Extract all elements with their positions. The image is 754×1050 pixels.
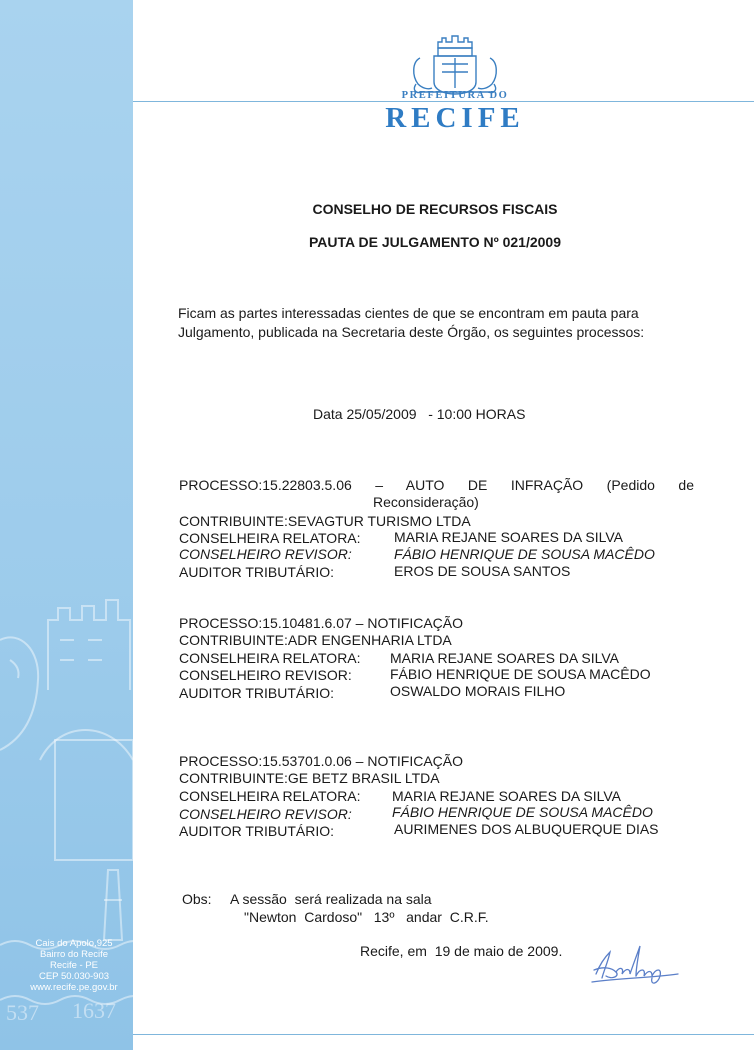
process-3-auditor-label: AUDITOR TRIBUTÁRIO: [179,823,335,839]
process-3-contribuinte: CONTRIBUINTE:GE BETZ BRASIL LTDA [179,770,440,786]
process-3-relatora: MARIA REJANE SOARES DA SILVA [392,788,621,804]
process-3-number: PROCESSO:15.53701.0.06 – NOTIFICAÇÃO [179,753,464,769]
logo-title: RECIFE [385,102,525,134]
process-2-number: PROCESSO:15.10481.6.07 – NOTIFICAÇÃO [179,615,464,631]
process-2-revisor: FÁBIO HENRIQUE DE SOUSA MACÊDO [390,666,651,682]
process-1-relatora: MARIA REJANE SOARES DA SILVA [394,529,623,545]
document-title: CONSELHO DE RECURSOS FISCAIS [312,201,558,217]
obs-line-1: A sessão será realizada na sala [230,891,432,907]
address-line: www.recife.pe.gov.br [30,982,118,993]
process-2-auditor-label: AUDITOR TRIBUTÁRIO: [179,685,335,701]
address-line: Cais do Apolo,925 [35,938,113,949]
city-watermark [0,0,133,1050]
footer-divider [133,1034,754,1035]
process-3-relatora-label: CONSELHEIRA RELATORA: [179,788,361,804]
process-1-auditor: EROS DE SOUSA SANTOS [394,563,571,579]
year-537: 537 [6,1000,39,1025]
process-2-relatora-label: CONSELHEIRA RELATORA: [179,650,361,666]
process-1-contribuinte: CONTRIBUINTE:SEVAGTUR TURISMO LTDA [179,513,471,529]
process-1-auditor-label: AUDITOR TRIBUTÁRIO: [179,564,335,580]
process-1-revisor-label: CONSELHEIRO REVISOR: [179,546,352,562]
session-date: Data 25/05/2009 - 10:00 HORAS [313,406,526,422]
address-line: Recife - PE [49,960,99,971]
process-3-revisor-label: CONSELHEIRO REVISOR: [179,806,352,822]
process-3-auditor: AURIMENES DOS ALBUQUERQUE DIAS [394,821,659,837]
address-line: Bairro do Recife [39,949,109,960]
process-2-contribuinte: CONTRIBUINTE:ADR ENGENHARIA LTDA [179,632,452,648]
logo-subtitle: PREFEITURA DO [401,90,509,101]
obs-line-2: "Newton Cardoso" 13º andar C.R.F. [244,909,489,925]
address-block [18,938,130,993]
process-1-relatora-label: CONSELHEIRA RELATORA: [179,530,361,546]
signature [590,938,680,988]
process-1-number: PROCESSO:15.22803.5.06 – AUTO DE INFRAÇÃO (Pedido de [179,477,694,493]
process-1-type-cont: Reconsideração) [373,494,479,510]
address-line: CEP 50.030-903 [38,971,110,982]
place-date: Recife, em 19 de maio de 2009. [360,943,563,959]
sidebar-decoration [0,0,133,1050]
process-1-revisor: FÁBIO HENRIQUE DE SOUSA MACÊDO [394,546,655,562]
obs-label: Obs: [182,891,212,907]
process-3-revisor: FÁBIO HENRIQUE DE SOUSA MACÊDO [392,804,653,820]
year-1637: 1637 [72,998,116,1023]
process-2-revisor-label: CONSELHEIRO REVISOR: [179,667,352,683]
intro-paragraph: Ficam as partes interessadas cientes de que se encontram em pauta para Julgamento, publicada na Secretaria deste Órgão, os seguintes processos: [178,305,645,340]
process-2-auditor: OSWALDO MORAIS FILHO [390,683,566,699]
process-2-relatora: MARIA REJANE SOARES DA SILVA [390,650,619,666]
document-subtitle: PAUTA DE JULGAMENTO Nº 021/2009 [309,234,561,250]
